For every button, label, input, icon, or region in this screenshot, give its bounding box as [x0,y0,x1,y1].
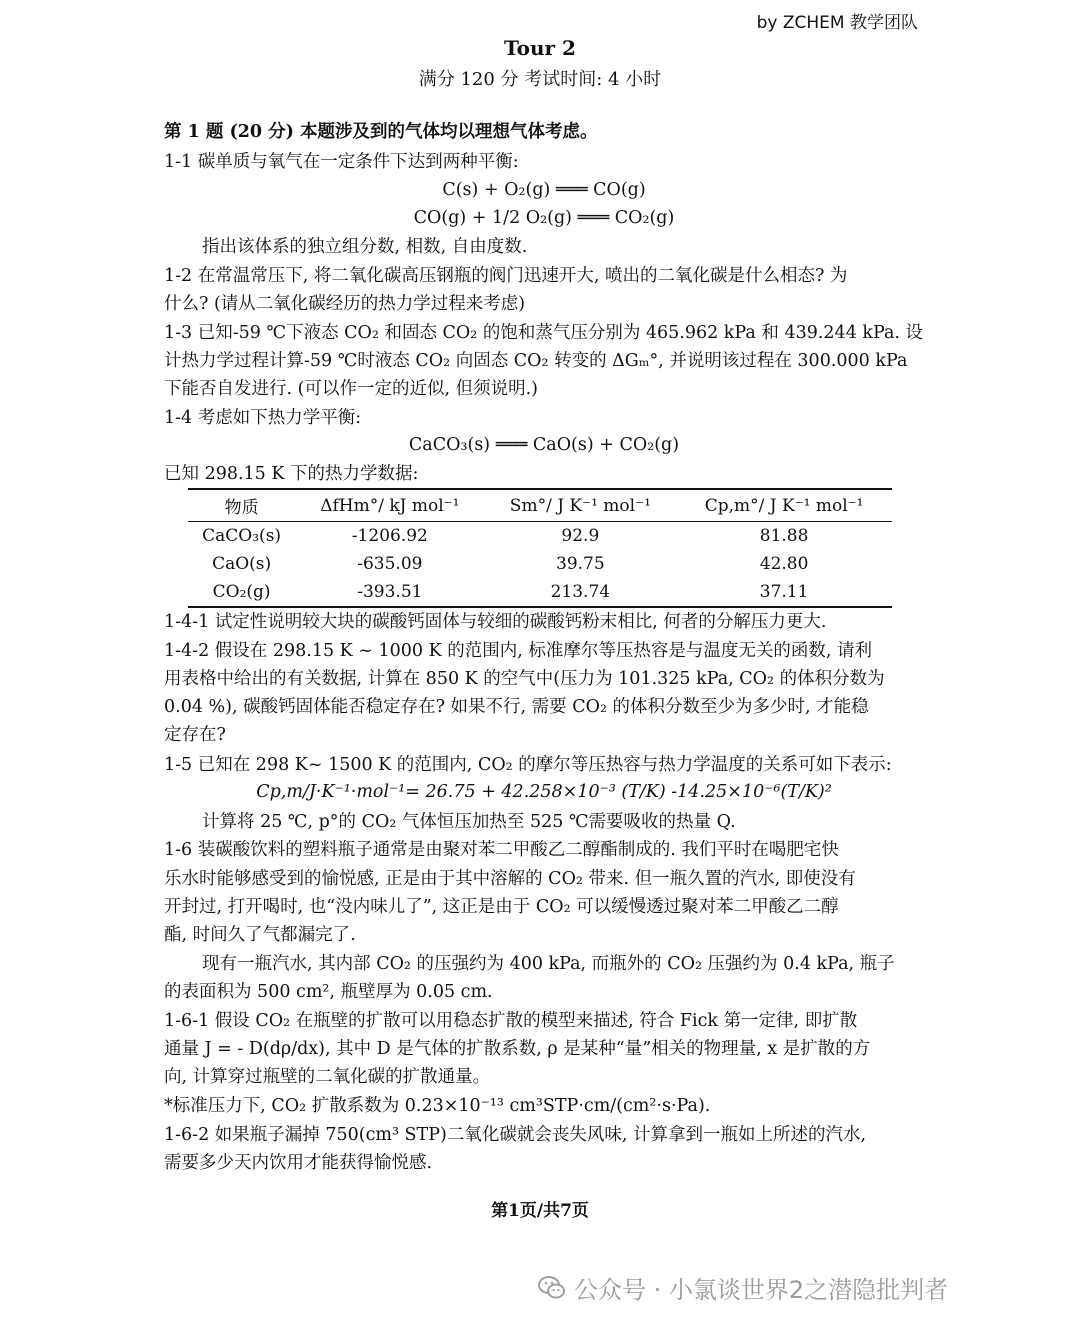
table-cell: CaO(s) [212,554,272,574]
watermark-text: 公众号 · 小氯谈世界2之潜隐批判者 [574,1276,949,1304]
table-cell: 92.9 [561,526,600,546]
exam-subtitle: 满分 120 分 考试时间: 4 小时 [418,69,662,90]
table-header: 物质 [188,489,295,522]
equation-3: CaCO₃(s) ═══ CaO(s) + CO₂(g) [408,435,680,455]
q1-6-1-line-a: 1-6-1 假设 CO₂ 在瓶壁的扩散可以用稳态扩散的模型来描述, 符合 Fick 第一定律, 即扩散 [164,1011,858,1031]
header-team: by ZCHEM 教学团队 [756,13,918,33]
q1-6-line-d: 酯, 时间久了气都漏完了. [164,925,356,945]
q1-2-line-b: 什么? (请从二氧化碳经历的热力学过程来考虑) [164,294,526,314]
table-cell: -1206.92 [351,526,428,546]
q1-6-line-b: 乐水时能够感受到的愉悦感, 正是由于其中溶解的 CO₂ 带来. 但一瓶久置的汽水, 即使没有 [164,869,856,889]
q1-4-2-line-d: 定存在? [164,725,226,745]
q1-3-line-c: 下能否自发进行. (可以作一定的近似, 但须说明.) [164,379,538,399]
q1-4-2-line-a: 1-4-2 假设在 298.15 K ~ 1000 K 的范围内, 标准摩尔等压热容是与温度无关的函数, 请利 [164,641,872,661]
q1-3-line-b: 计热力学过程计算-59 ℃时液态 CO₂ 向固态 CO₂ 转变的 ΔGₘ°, 并说明该过程在 300.000 kPa [164,351,908,371]
table-row [188,550,892,578]
table-cell: 81.88 [759,526,809,546]
table-header: Sm°/ J K⁻¹ mol⁻¹ [484,489,676,522]
table-cell: 37.11 [676,578,892,607]
table-cell: CaCO₃(s) [202,526,282,546]
table-row [188,578,892,607]
table-cell: -635.09 [357,554,423,574]
q1-6-note: *标准压力下, CO₂ 扩散系数为 0.23×10⁻¹³ cm³STP·cm/(cm²·s·Pa). [164,1096,711,1116]
thermo-table [188,488,892,608]
page-number: 第1页/共7页 [491,1201,589,1221]
equation-1: C(s) + O₂(g) ═══ CO(g) [442,180,646,200]
q1-4-text: 1-4 考虑如下热力学平衡: [164,408,362,428]
q1-6-1-line-c: 向, 计算穿过瓶壁的二氧化碳的扩散通量。 [164,1067,491,1087]
q1-6-line-e: 现有一瓶汽水, 其内部 CO₂ 的压强约为 400 kPa, 而瓶外的 CO₂ 压强约为 0.4 kPa, 瓶子 [202,954,895,974]
table-header: ΔfHm°/ kJ mol⁻¹ [295,489,484,522]
equation-2: CO(g) + 1/2 O₂(g) ═══ CO₂(g) [413,208,675,228]
q1-5-text: 1-5 已知在 298 K~ 1500 K 的范围内, CO₂ 的摩尔等压热容与热力学温度的关系可如下表示: [164,755,892,775]
q1-6-2-line-b: 需要多少天内饮用才能获得愉悦感. [164,1153,433,1173]
exam-title: Tour 2 [504,36,576,60]
table-cell: 39.75 [556,554,605,574]
q1-6-line-c: 开封过, 打开喝时, 也“没内味儿了”, 这正是由于 CO₂ 可以缓慢透过聚对苯二甲酸乙二醇 [164,897,839,917]
q1-4-2-line-c: 0.04 %), 碳酸钙固体能否稳定存在? 如果不行, 需要 CO₂ 的体积分数至少为多少时, 才能稳 [164,697,869,717]
table-header: Cp,m°/ J K⁻¹ mol⁻¹ [676,489,892,522]
q1-6-line-f: 的表面积为 500 cm², 瓶壁厚为 0.05 cm. [164,982,493,1002]
q1-4-1-text: 1-4-1 试定性说明较大块的碳酸钙固体与较细的碳酸钙粉末相比, 何者的分解压力更大. [164,612,827,632]
q1-6-line-a: 1-6 装碳酸饮料的塑料瓶子通常是由聚对苯二甲酸乙二醇酯制成的. 我们平时在喝肥宅快 [164,840,839,860]
table-header-row [188,489,892,522]
q1-3-line-a: 1-3 已知-59 ℃下液态 CO₂ 和固态 CO₂ 的饱和蒸气压分别为 465.962 kPa 和 439.244 kPa. 设 [164,323,924,343]
table-cell: 42.80 [759,554,809,574]
q1-1-ask: 指出该体系的独立组分数, 相数, 自由度数. [202,237,528,257]
q1-2-line-a: 1-2 在常温常压下, 将二氧化碳高压钢瓶的阀门迅速开大, 喷出的二氧化碳是什么相态? 为 [164,266,848,286]
q1-4-2-line-b: 用表格中给出的有关数据, 计算在 850 K 的空气中(压力为 101.325 kPa, CO₂ 的体积分数为 [164,669,885,689]
equation-4: Cp,m/J·K⁻¹·mol⁻¹= 26.75 + 42.258×10⁻³ (T/K) -14.25×10⁻⁶(T/K)² [256,782,832,802]
q1-4-data-intro: 已知 298.15 K 下的热力学数据: [164,464,419,484]
q1-6-2-line-a: 1-6-2 如果瓶子漏掉 750(cm³ STP)二氧化碳就会丧失风味, 计算拿到一瓶如上所述的汽水, [164,1125,867,1145]
q1-6-1-line-b: 通量 J = - D(dρ/dx), 其中 D 是气体的扩散系数, ρ 是某种“量”相关的物理量, x 是扩散的方 [164,1039,871,1059]
table-cell: CO₂(g) [188,578,295,607]
table-row [188,522,892,551]
q1-1-text: 1-1 碳单质与氧气在一定条件下达到两种平衡: [164,152,519,172]
watermark [538,1270,948,1305]
q1-heading: 第 1 题 (20 分) 本题涉及到的气体均以理想气体考虑。 [164,122,598,142]
q1-5-ask: 计算将 25 ℃, p°的 CO₂ 气体恒压加热至 525 ℃需要吸收的热量 Q. [202,812,736,832]
wechat-icon [538,1275,566,1301]
table-cell: -393.51 [295,578,484,607]
table-cell: 213.74 [484,578,676,607]
